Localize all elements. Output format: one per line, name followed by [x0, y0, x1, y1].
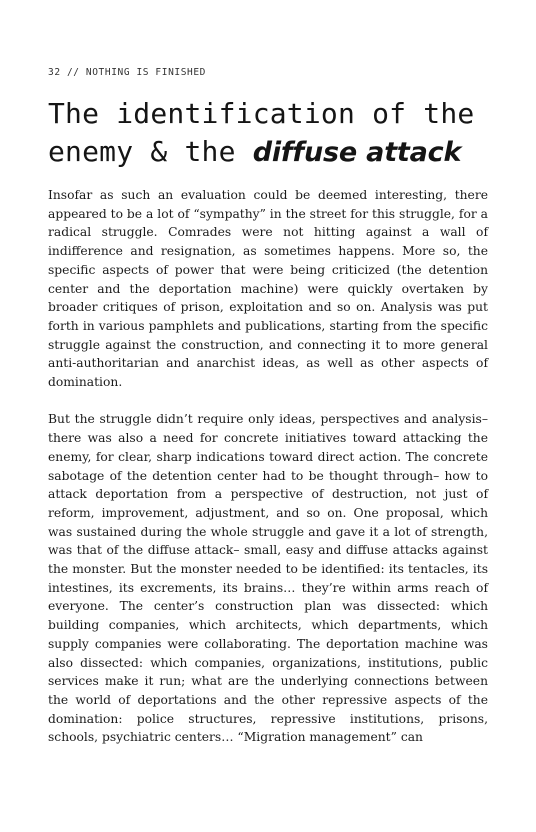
- chapter-title-line-1: The identification of the: [48, 97, 475, 130]
- chapter-title-emphasis: diffuse attack: [252, 137, 462, 168]
- chapter-title: [48, 95, 488, 172]
- chapter-title-line-2: enemy & the: [48, 135, 253, 168]
- running-header: 32 // NOTHING IS FINISHED: [48, 67, 206, 78]
- paragraph-1: Insofar as such an evaluation could be deemed interesting, there appeared to be a lot of “sympathy” in the street for this struggle, for a radical struggle. Comrades were not hitting against a wall of indifference and resignation, as sometimes happens. More so, the specific aspects of power that were being criticized (the detention center and the deportation machine) were quickly overtaken by broader critiques of prison, exploitation and so on. Analysis was put forth in various pamphlets and publications, starting from the specific struggle against the construction, and connecting it to more general anti-authoritarian and anarchist ideas, as well as other aspects of domination.: [48, 188, 488, 390]
- body-text: [48, 186, 488, 747]
- paragraph-2: But the struggle didn’t require only ideas, perspectives and analysis– there was also a need for concrete initiatives toward attacking the enemy, for clear, sharp indications toward direct action. The concrete sabotage of the detention center had to be thought through– how to attack deportation from a perspective of destruction, not just of reform, improvement, adjustment, and so on. One proposal, which was sustained during the whole struggle and gave it a lot of strength, was that of the diffuse attack– small, easy and diffuse attacks against the monster. But the monster needed to be identified: its tentacles, its intestines, its excrements, its brains… they’re within arms reach of everyone. The center’s construction plan was dissected: which building companies, which architects, which departments, which supply companies were collaborating. The deportation machine was also dissected: which companies, organizations, institutions, public services make it run; what are the underlying connections between the world of deportations and the other repressive aspects of the domination: police structures, repressive institutions, prisons, schools, psychiatric centers… “Migration management” can: [48, 412, 488, 745]
